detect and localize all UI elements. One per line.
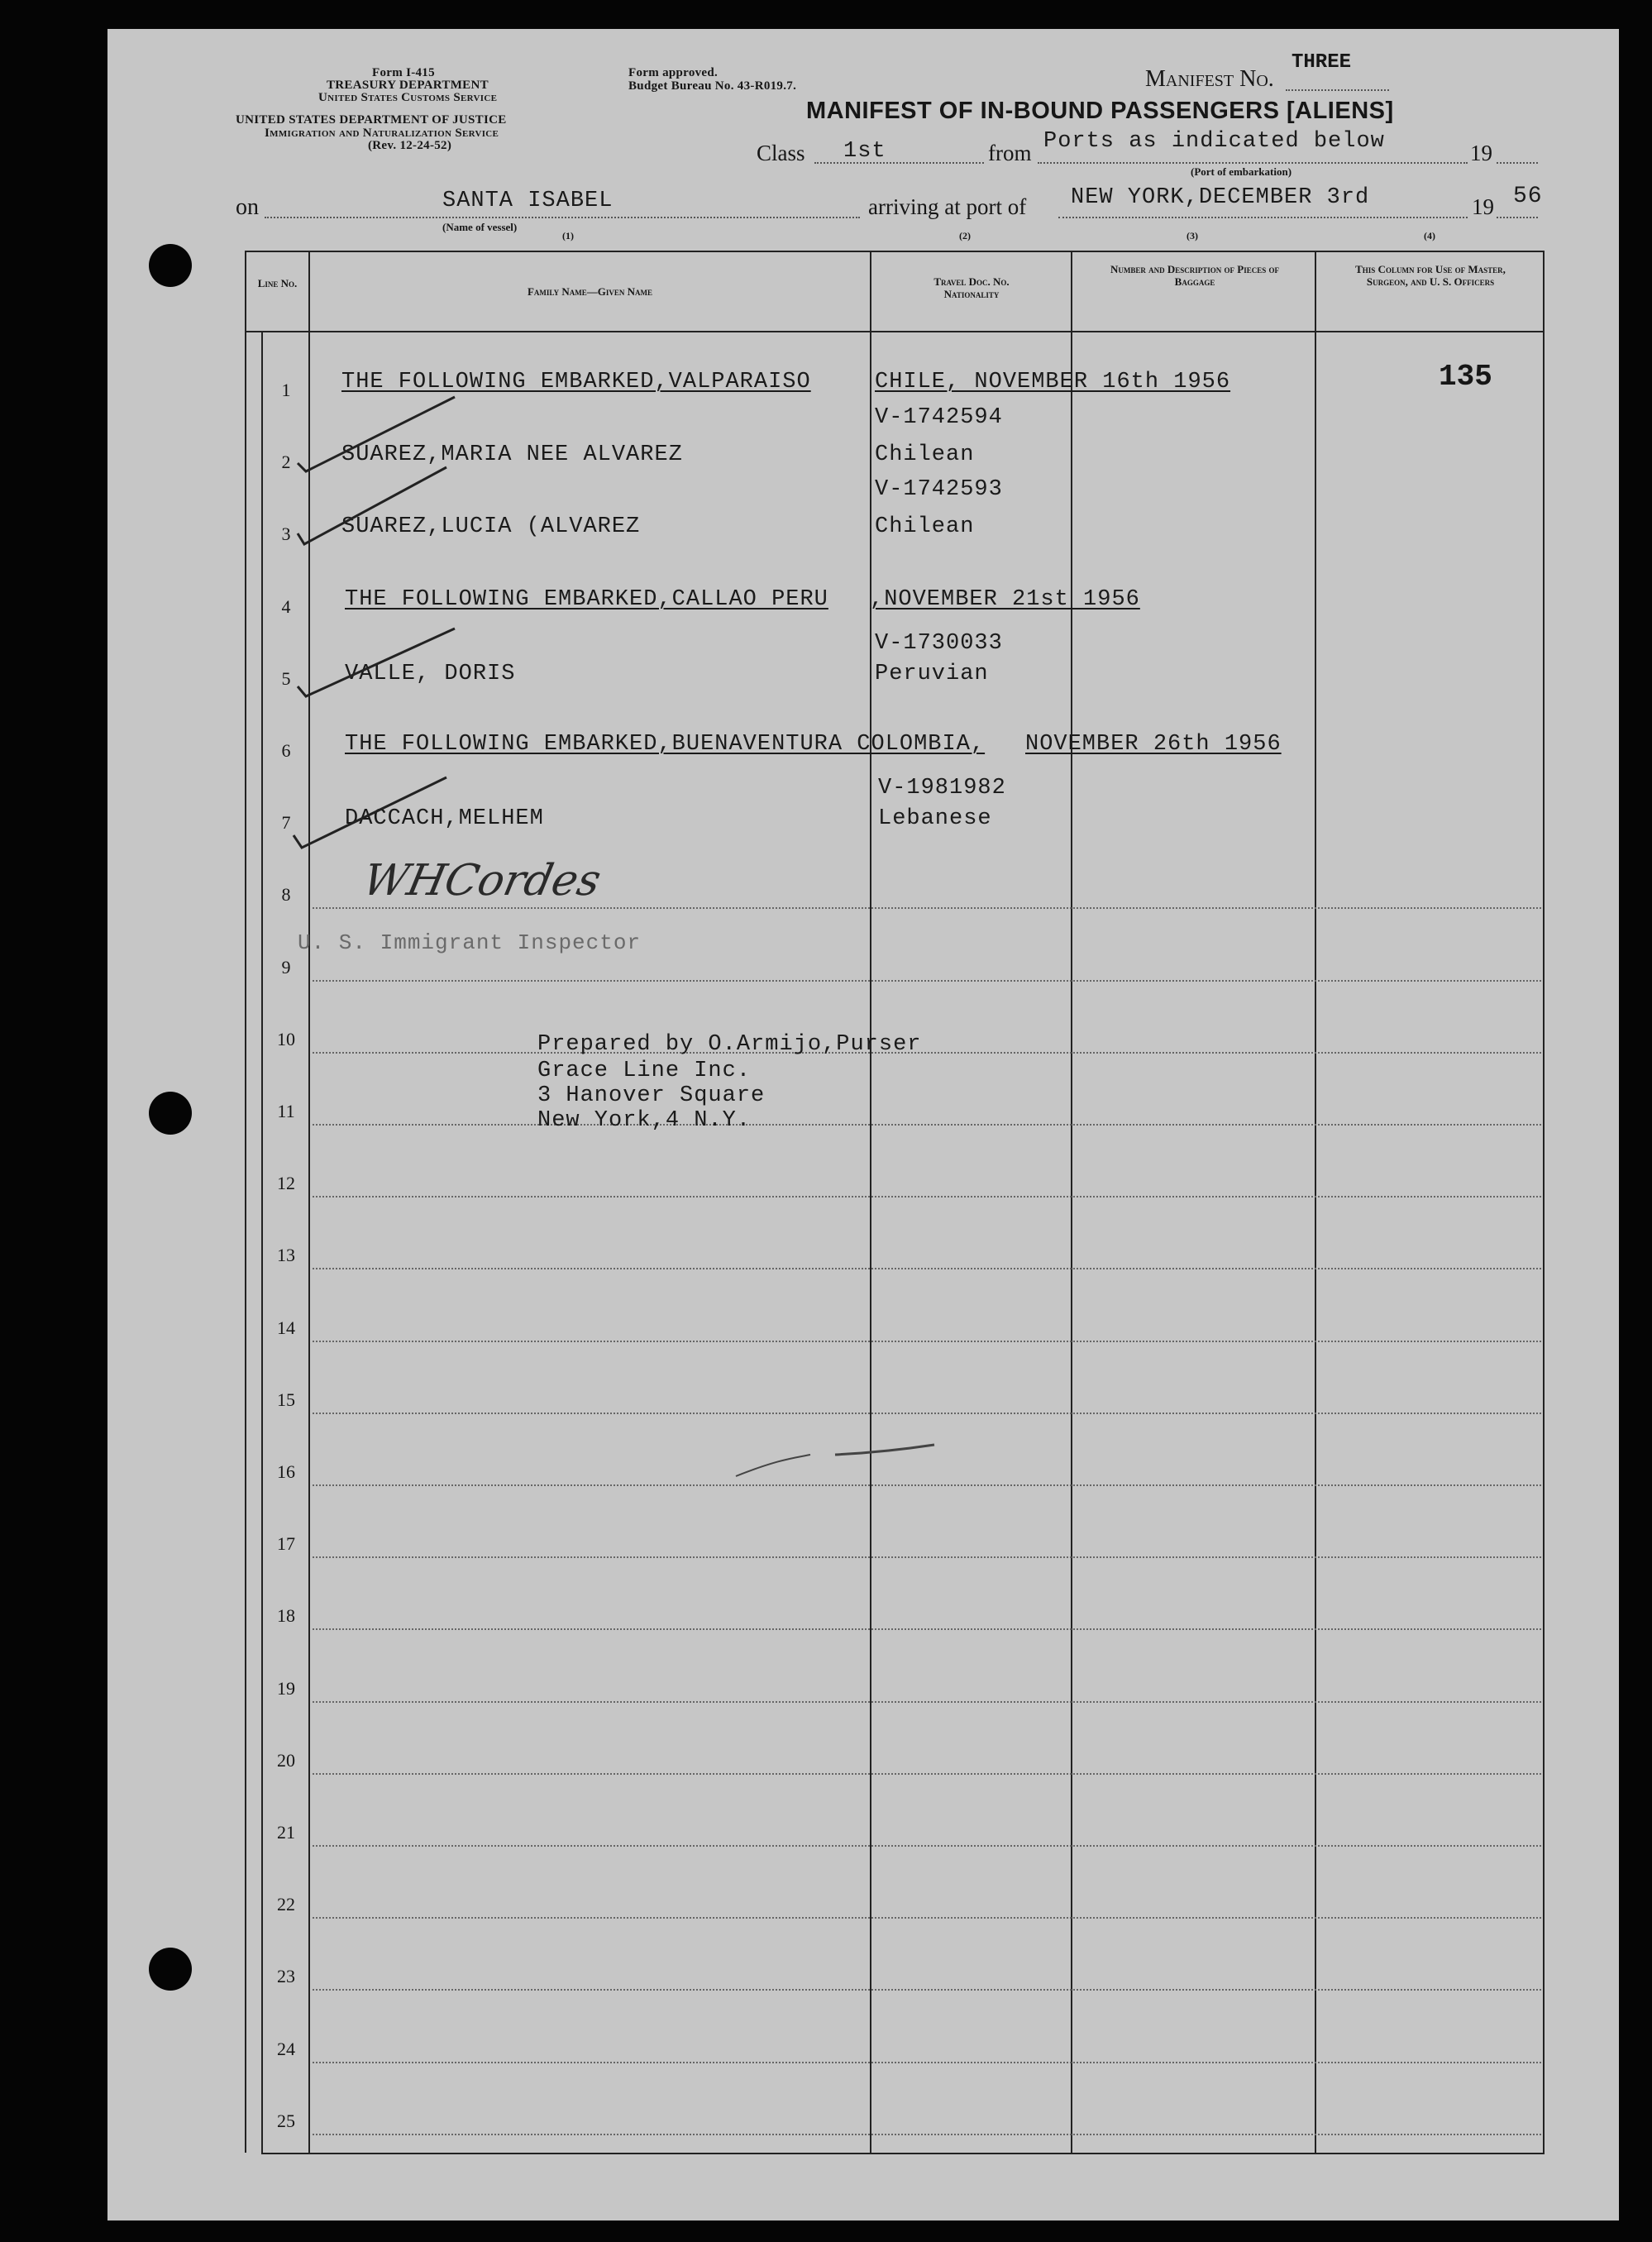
p4-name: DACCACH,MELHEM [345,806,544,831]
line-number: 3 [281,523,291,545]
from-label: from [988,141,1032,165]
line-number: 12 [277,1173,295,1194]
p1-nationality: Chilean [875,442,975,467]
embarkation-caption: (Port of embarkation) [1191,165,1292,178]
budget-number: Budget Bureau No. 43-R019.7. [628,79,797,93]
row6-embark-text: THE FOLLOWING EMBARKED,BUENAVENTURA COLOMBIA, [345,732,986,757]
line-number: 1 [281,380,291,400]
row-dotted-rule [313,1196,1541,1197]
line-number: 9 [281,956,291,978]
customs-label: United States Customs Service [318,91,498,104]
table-bottom-border [261,2153,1545,2154]
form-approved: Form approved. [628,66,719,79]
line-number: 7 [281,812,291,834]
class-value: 1st [843,139,886,164]
line-number: 20 [277,1749,295,1771]
line-number: 5 [281,667,291,689]
row-dotted-rule [313,2134,1541,2135]
line-number: 2 [281,452,291,473]
pen-stroke [728,1443,943,1484]
arrival-port: NEW YORK,DECEMBER 3rd [1071,185,1370,210]
manifest-title: MANIFEST OF IN-BOUND PASSENGERS [ALIENS] [806,98,1394,124]
vessel-caption: (Name of vessel) [442,221,518,233]
row4-embark-date: ,NOVEMBER 21st 1956 [870,587,1140,612]
passenger-count: 135 [1439,360,1492,394]
vessel-name: SANTA ISABEL [442,189,614,213]
embarkation-port: Ports as indicated below [1043,129,1385,154]
row-dotted-rule [313,1341,1541,1342]
arrival-year: 56 [1513,184,1543,209]
inspector-stamp: U. S. Immigrant Inspector [298,930,642,955]
manifest-no-label: Manifest No. [1145,66,1274,92]
punch-hole [149,1092,192,1135]
prepared-by: Prepared by O.Armijo,Purser [537,1032,922,1057]
col-num-2: (2) [959,230,971,241]
row-dotted-rule [313,1124,1541,1126]
row-dotted-rule [313,980,1541,982]
line-number: 17 [277,1533,295,1555]
row-dotted-rule [313,1773,1541,1775]
row-dotted-rule [313,1845,1541,1847]
line-number: 14 [277,1317,295,1338]
col-header-baggage: Number and Description of Pieces of Baggage [1110,263,1279,288]
pen-check-marks [281,389,876,852]
col-header-travel-doc: Travel Doc. No. Nationality [933,275,1010,300]
row-dotted-rule [313,1484,1541,1486]
arriving-label: arriving at port of [868,194,1027,219]
line-number: 18 [277,1605,295,1627]
line-number: 22 [277,1894,295,1915]
immigration-label: Immigration and Naturalization Service [265,127,499,140]
p2-nationality: Chilean [875,514,975,539]
row-dotted-rule [313,1556,1541,1558]
prepared-city: New York,4 N.Y. [537,1108,752,1133]
line-number: 24 [277,2038,295,2059]
line-number: 4 [281,595,291,617]
on-label: on [236,194,259,220]
p4-nationality: Lebanese [878,806,992,831]
line-number: 21 [277,1822,295,1843]
punch-hole [149,1948,192,1991]
row6-embark-date: NOVEMBER 26th 1956 [1025,732,1282,757]
row-dotted-rule [313,1989,1541,1991]
row-dotted-rule [313,1917,1541,1919]
year-prefix: 19 [1470,141,1492,165]
p4-travel-doc: V-1981982 [878,776,1006,801]
p3-name: VALLE, DORIS [345,662,516,686]
line-number: 15 [277,1389,295,1410]
p2-travel-doc: V-1742593 [875,477,1003,502]
justice-label: UNITED STATES DEPARTMENT OF JUSTICE [236,113,507,127]
class-label: Class [757,141,805,165]
prepared-company: Grace Line Inc. [537,1059,752,1083]
row-dotted-rule [313,1052,1541,1054]
col-num-1: (1) [562,230,574,241]
row-dotted-rule [313,907,1541,909]
year-prefix-2: 19 [1472,194,1494,219]
p1-travel-doc: V-1742594 [875,405,1003,430]
line-number: 11 [277,1101,295,1121]
p3-travel-doc: V-1730033 [875,631,1003,656]
col-header-name: Family Name—Given Name [527,285,652,298]
col-header-officers: This Column for Use of Master, Surgeon, and U. S. Officers [1355,263,1506,288]
row-dotted-rule [313,1413,1541,1414]
row-dotted-rule [313,1701,1541,1703]
table-header-border [245,331,1545,332]
p3-nationality: Peruvian [875,662,989,686]
row-dotted-rule [313,2062,1541,2063]
line-number: 23 [277,1966,295,1987]
prepared-street: 3 Hanover Square [537,1083,766,1108]
line-number: 16 [277,1461,295,1482]
table-top-border [245,251,1545,252]
row1-embark-date: CHILE, NOVEMBER 16th 1956 [875,370,1231,394]
col-header-line-no: Line No. [257,277,298,289]
row1-embark-text: THE FOLLOWING EMBARKED,VALPARAISO [341,370,811,394]
line-number: 13 [277,1245,295,1266]
col-num-4: (4) [1424,230,1435,241]
line-number: 8 [281,884,291,906]
punch-hole [149,244,192,287]
line-number: 10 [277,1028,295,1049]
line-number: 19 [277,1677,295,1699]
treasury-label: TREASURY DEPARTMENT [327,79,489,92]
inspector-signature: WHCordes [358,856,605,906]
row-dotted-rule [313,1628,1541,1630]
manifest-no-value: THREE [1292,51,1352,74]
p2-name: SUAREZ,LUCIA (ALVAREZ [341,514,641,539]
revision-label: (Rev. 12-24-52) [368,139,452,152]
row4-embark-text: THE FOLLOWING EMBARKED,CALLAO PERU [345,587,828,612]
line-number: 6 [281,740,291,761]
row-dotted-rule [313,1268,1541,1269]
p1-name: SUAREZ,MARIA NEE ALVAREZ [341,442,683,467]
col-num-3: (3) [1186,230,1198,241]
line-number: 25 [277,2110,295,2131]
form-number: Form I-415 [372,66,435,79]
